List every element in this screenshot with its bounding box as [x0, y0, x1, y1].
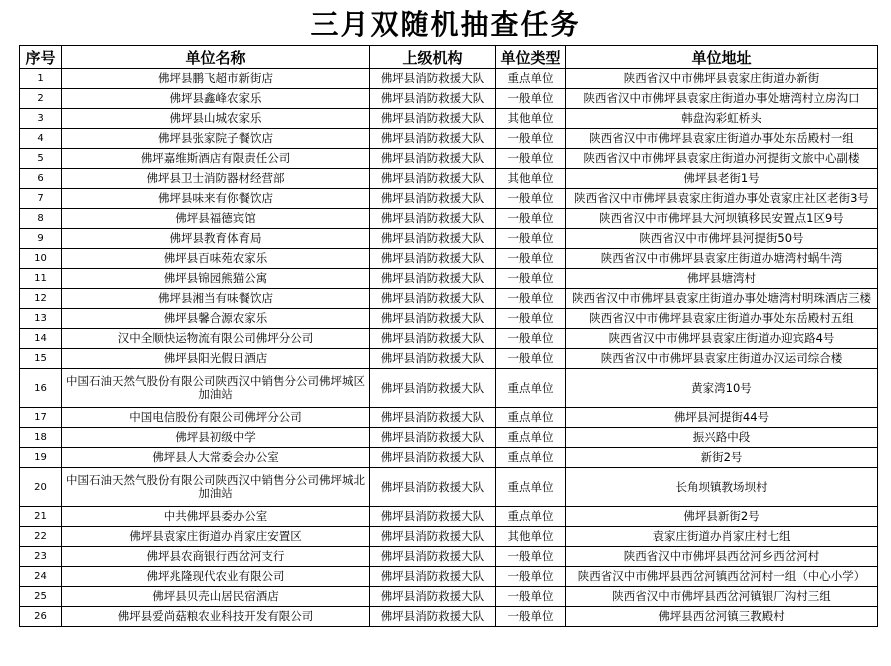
- cell-unit-type: 一般单位: [496, 289, 566, 309]
- table-row: [20, 229, 878, 249]
- cell-index: 10: [20, 249, 62, 269]
- cell-unit-name: 中国石油天然气股份有限公司陕西汉中销售分公司佛坪城区加油站: [62, 369, 370, 408]
- table-row: [20, 149, 878, 169]
- cell-unit-name: 佛坪县湘当有味餐饮店: [62, 289, 370, 309]
- cell-parent-org: 佛坪县消防救援大队: [370, 269, 496, 289]
- cell-parent-org: 佛坪县消防救援大队: [370, 249, 496, 269]
- table-row: [20, 129, 878, 149]
- cell-unit-type: 重点单位: [496, 448, 566, 468]
- table-row: [20, 547, 878, 567]
- cell-unit-name: 佛坪县百味苑农家乐: [62, 249, 370, 269]
- cell-unit-name: 佛坪嘉维斯酒店有限责任公司: [62, 149, 370, 169]
- cell-parent-org: 佛坪县消防救援大队: [370, 547, 496, 567]
- cell-index: 14: [20, 329, 62, 349]
- cell-unit-address: 陕西省汉中市佛坪县大河坝镇移民安置点1区9号: [566, 209, 878, 229]
- cell-parent-org: 佛坪县消防救援大队: [370, 229, 496, 249]
- table-row: [20, 408, 878, 428]
- header-unit-address: 单位地址: [566, 46, 878, 69]
- cell-unit-name: 佛坪县初级中学: [62, 428, 370, 448]
- cell-index: 8: [20, 209, 62, 229]
- cell-index: 11: [20, 269, 62, 289]
- cell-parent-org: 佛坪县消防救援大队: [370, 189, 496, 209]
- table-row: [20, 369, 878, 408]
- cell-parent-org: 佛坪县消防救援大队: [370, 567, 496, 587]
- cell-index: 25: [20, 587, 62, 607]
- cell-index: 19: [20, 448, 62, 468]
- cell-parent-org: 佛坪县消防救援大队: [370, 448, 496, 468]
- table-row: [20, 448, 878, 468]
- cell-unit-address: 佛坪县新街2号: [566, 507, 878, 527]
- cell-unit-address: 陕西省汉中市佛坪县袁家庄街道办塘湾村蜗牛湾: [566, 249, 878, 269]
- cell-unit-address: 佛坪县西岔河镇三教殿村: [566, 607, 878, 627]
- table-row: [20, 69, 878, 89]
- cell-unit-name: 佛坪兆隆现代农业有限公司: [62, 567, 370, 587]
- cell-index: 4: [20, 129, 62, 149]
- table-row: [20, 329, 878, 349]
- cell-index: 17: [20, 408, 62, 428]
- cell-unit-name: 中国电信股份有限公司佛坪分公司: [62, 408, 370, 428]
- table-row: [20, 527, 878, 547]
- cell-unit-address: 振兴路中段: [566, 428, 878, 448]
- table-row: [20, 587, 878, 607]
- cell-unit-address: 佛坪县老街1号: [566, 169, 878, 189]
- header-unit-type: 单位类型: [496, 46, 566, 69]
- cell-unit-type: 一般单位: [496, 229, 566, 249]
- table-row: [20, 269, 878, 289]
- cell-unit-name: 佛坪县阳光假日酒店: [62, 349, 370, 369]
- table-row: [20, 89, 878, 109]
- table-row: [20, 349, 878, 369]
- cell-parent-org: 佛坪县消防救援大队: [370, 309, 496, 329]
- cell-index: 2: [20, 89, 62, 109]
- table-row: [20, 209, 878, 229]
- header-parent-org: 上级机构: [370, 46, 496, 69]
- cell-unit-type: 一般单位: [496, 269, 566, 289]
- cell-unit-type: 一般单位: [496, 349, 566, 369]
- cell-unit-type: 重点单位: [496, 468, 566, 507]
- cell-unit-address: 新街2号: [566, 448, 878, 468]
- cell-unit-name: 佛坪县鹏飞超市新街店: [62, 69, 370, 89]
- cell-unit-type: 其他单位: [496, 527, 566, 547]
- cell-index: 22: [20, 527, 62, 547]
- cell-parent-org: 佛坪县消防救援大队: [370, 329, 496, 349]
- cell-index: 5: [20, 149, 62, 169]
- table-row: [20, 189, 878, 209]
- cell-unit-type: 重点单位: [496, 408, 566, 428]
- cell-unit-name: 佛坪县张家院子餐饮店: [62, 129, 370, 149]
- cell-parent-org: 佛坪县消防救援大队: [370, 209, 496, 229]
- cell-unit-name: 佛坪县农商银行西岔河支行: [62, 547, 370, 567]
- cell-index: 1: [20, 69, 62, 89]
- cell-unit-name: 佛坪县福德宾馆: [62, 209, 370, 229]
- cell-parent-org: 佛坪县消防救援大队: [370, 349, 496, 369]
- cell-unit-name: 佛坪县味来有你餐饮店: [62, 189, 370, 209]
- cell-unit-address: 陕西省汉中市佛坪县西岔河镇西岔河村一组（中心小学）: [566, 567, 878, 587]
- table-row: [20, 249, 878, 269]
- cell-index: 24: [20, 567, 62, 587]
- cell-unit-name: 佛坪县锦园熊猫公寓: [62, 269, 370, 289]
- cell-unit-type: 一般单位: [496, 129, 566, 149]
- cell-unit-address: 陕西省汉中市佛坪县袁家庄街道办事处袁家庄社区老街3号: [566, 189, 878, 209]
- table-row: [20, 507, 878, 527]
- cell-parent-org: 佛坪县消防救援大队: [370, 527, 496, 547]
- cell-unit-address: 袁家庄街道办肖家庄村七组: [566, 527, 878, 547]
- cell-unit-type: 一般单位: [496, 329, 566, 349]
- cell-unit-type: 一般单位: [496, 547, 566, 567]
- cell-unit-type: 一般单位: [496, 587, 566, 607]
- cell-unit-address: 黄家湾10号: [566, 369, 878, 408]
- cell-unit-name: 汉中全顺快运物流有限公司佛坪分公司: [62, 329, 370, 349]
- cell-parent-org: 佛坪县消防救援大队: [370, 289, 496, 309]
- cell-index: 21: [20, 507, 62, 527]
- cell-unit-type: 一般单位: [496, 189, 566, 209]
- cell-unit-type: 一般单位: [496, 149, 566, 169]
- cell-index: 13: [20, 309, 62, 329]
- cell-unit-type: 一般单位: [496, 309, 566, 329]
- header-unit-name: 单位名称: [62, 46, 370, 69]
- cell-unit-address: 陕西省汉中市佛坪县袁家庄街道办迎宾路4号: [566, 329, 878, 349]
- cell-unit-address: 佛坪县塘湾村: [566, 269, 878, 289]
- cell-unit-address: 长角坝镇教场坝村: [566, 468, 878, 507]
- cell-index: 16: [20, 369, 62, 408]
- cell-unit-name: 佛坪县鑫峰农家乐: [62, 89, 370, 109]
- cell-index: 3: [20, 109, 62, 129]
- header-index: 序号: [20, 46, 62, 69]
- cell-parent-org: 佛坪县消防救援大队: [370, 428, 496, 448]
- cell-unit-address: 韩盘沟彩虹桥头: [566, 109, 878, 129]
- cell-unit-name: 佛坪县贝壳山居民宿酒店: [62, 587, 370, 607]
- cell-parent-org: 佛坪县消防救援大队: [370, 408, 496, 428]
- cell-unit-address: 陕西省汉中市佛坪县袁家庄街道办河提街文旅中心副楼: [566, 149, 878, 169]
- cell-unit-type: 一般单位: [496, 567, 566, 587]
- cell-unit-address: 陕西省汉中市佛坪县袁家庄街道办事处塘湾村明珠酒店三楼: [566, 289, 878, 309]
- table-row: [20, 468, 878, 507]
- cell-unit-type: 一般单位: [496, 249, 566, 269]
- cell-unit-address: 陕西省汉中市佛坪县袁家庄街道办事处东岳殿村一组: [566, 129, 878, 149]
- cell-parent-org: 佛坪县消防救援大队: [370, 607, 496, 627]
- table-row: [20, 289, 878, 309]
- cell-parent-org: 佛坪县消防救援大队: [370, 507, 496, 527]
- cell-index: 6: [20, 169, 62, 189]
- cell-parent-org: 佛坪县消防救援大队: [370, 468, 496, 507]
- cell-unit-type: 重点单位: [496, 507, 566, 527]
- cell-unit-address: 佛坪县河提街44号: [566, 408, 878, 428]
- cell-parent-org: 佛坪县消防救援大队: [370, 109, 496, 129]
- cell-unit-type: 重点单位: [496, 369, 566, 408]
- cell-index: 9: [20, 229, 62, 249]
- cell-index: 20: [20, 468, 62, 507]
- cell-unit-name: 佛坪县馨合源农家乐: [62, 309, 370, 329]
- cell-unit-address: 陕西省汉中市佛坪县袁家庄街道办汉运司综合楼: [566, 349, 878, 369]
- cell-unit-name: 佛坪县爱尚菇粮农业科技开发有限公司: [62, 607, 370, 627]
- cell-unit-type: 一般单位: [496, 89, 566, 109]
- cell-index: 26: [20, 607, 62, 627]
- cell-unit-type: 重点单位: [496, 428, 566, 448]
- cell-unit-address: 陕西省汉中市佛坪县西岔河乡西岔河村: [566, 547, 878, 567]
- table-row: [20, 309, 878, 329]
- inspection-task-table: [19, 45, 878, 627]
- cell-unit-type: 其他单位: [496, 109, 566, 129]
- cell-parent-org: 佛坪县消防救援大队: [370, 169, 496, 189]
- table-row: [20, 109, 878, 129]
- table-body: [20, 69, 878, 627]
- table-header-row: [20, 46, 878, 69]
- cell-unit-address: 陕西省汉中市佛坪县西岔河镇银厂沟村三组: [566, 587, 878, 607]
- cell-parent-org: 佛坪县消防救援大队: [370, 149, 496, 169]
- cell-unit-name: 佛坪县袁家庄街道办肖家庄安置区: [62, 527, 370, 547]
- cell-index: 15: [20, 349, 62, 369]
- cell-unit-type: 一般单位: [496, 209, 566, 229]
- cell-parent-org: 佛坪县消防救援大队: [370, 587, 496, 607]
- cell-unit-name: 佛坪县卫士消防器材经营部: [62, 169, 370, 189]
- cell-unit-address: 陕西省汉中市佛坪县袁家庄街道办新街: [566, 69, 878, 89]
- cell-unit-name: 佛坪县教育体育局: [62, 229, 370, 249]
- table-row: [20, 169, 878, 189]
- cell-index: 12: [20, 289, 62, 309]
- cell-unit-address: 陕西省汉中市佛坪县袁家庄街道办事处东岳殿村五组: [566, 309, 878, 329]
- cell-parent-org: 佛坪县消防救援大队: [370, 129, 496, 149]
- cell-unit-name: 中共佛坪县委办公室: [62, 507, 370, 527]
- cell-unit-type: 一般单位: [496, 607, 566, 627]
- cell-index: 7: [20, 189, 62, 209]
- cell-unit-name: 佛坪县山城农家乐: [62, 109, 370, 129]
- cell-unit-name: 中国石油天然气股份有限公司陕西汉中销售分公司佛坪城北加油站: [62, 468, 370, 507]
- cell-unit-name: 佛坪县人大常委会办公室: [62, 448, 370, 468]
- table-row: [20, 428, 878, 448]
- cell-unit-type: 其他单位: [496, 169, 566, 189]
- cell-index: 23: [20, 547, 62, 567]
- page-title: 三月双随机抽查任务: [310, 8, 581, 41]
- cell-parent-org: 佛坪县消防救援大队: [370, 89, 496, 109]
- cell-unit-address: 陕西省汉中市佛坪县袁家庄街道办事处塘湾村立房沟口: [566, 89, 878, 109]
- cell-unit-address: 陕西省汉中市佛坪县河提街50号: [566, 229, 878, 249]
- table-row: [20, 607, 878, 627]
- cell-unit-type: 重点单位: [496, 69, 566, 89]
- cell-parent-org: 佛坪县消防救援大队: [370, 69, 496, 89]
- table-row: [20, 567, 878, 587]
- cell-parent-org: 佛坪县消防救援大队: [370, 369, 496, 408]
- cell-index: 18: [20, 428, 62, 448]
